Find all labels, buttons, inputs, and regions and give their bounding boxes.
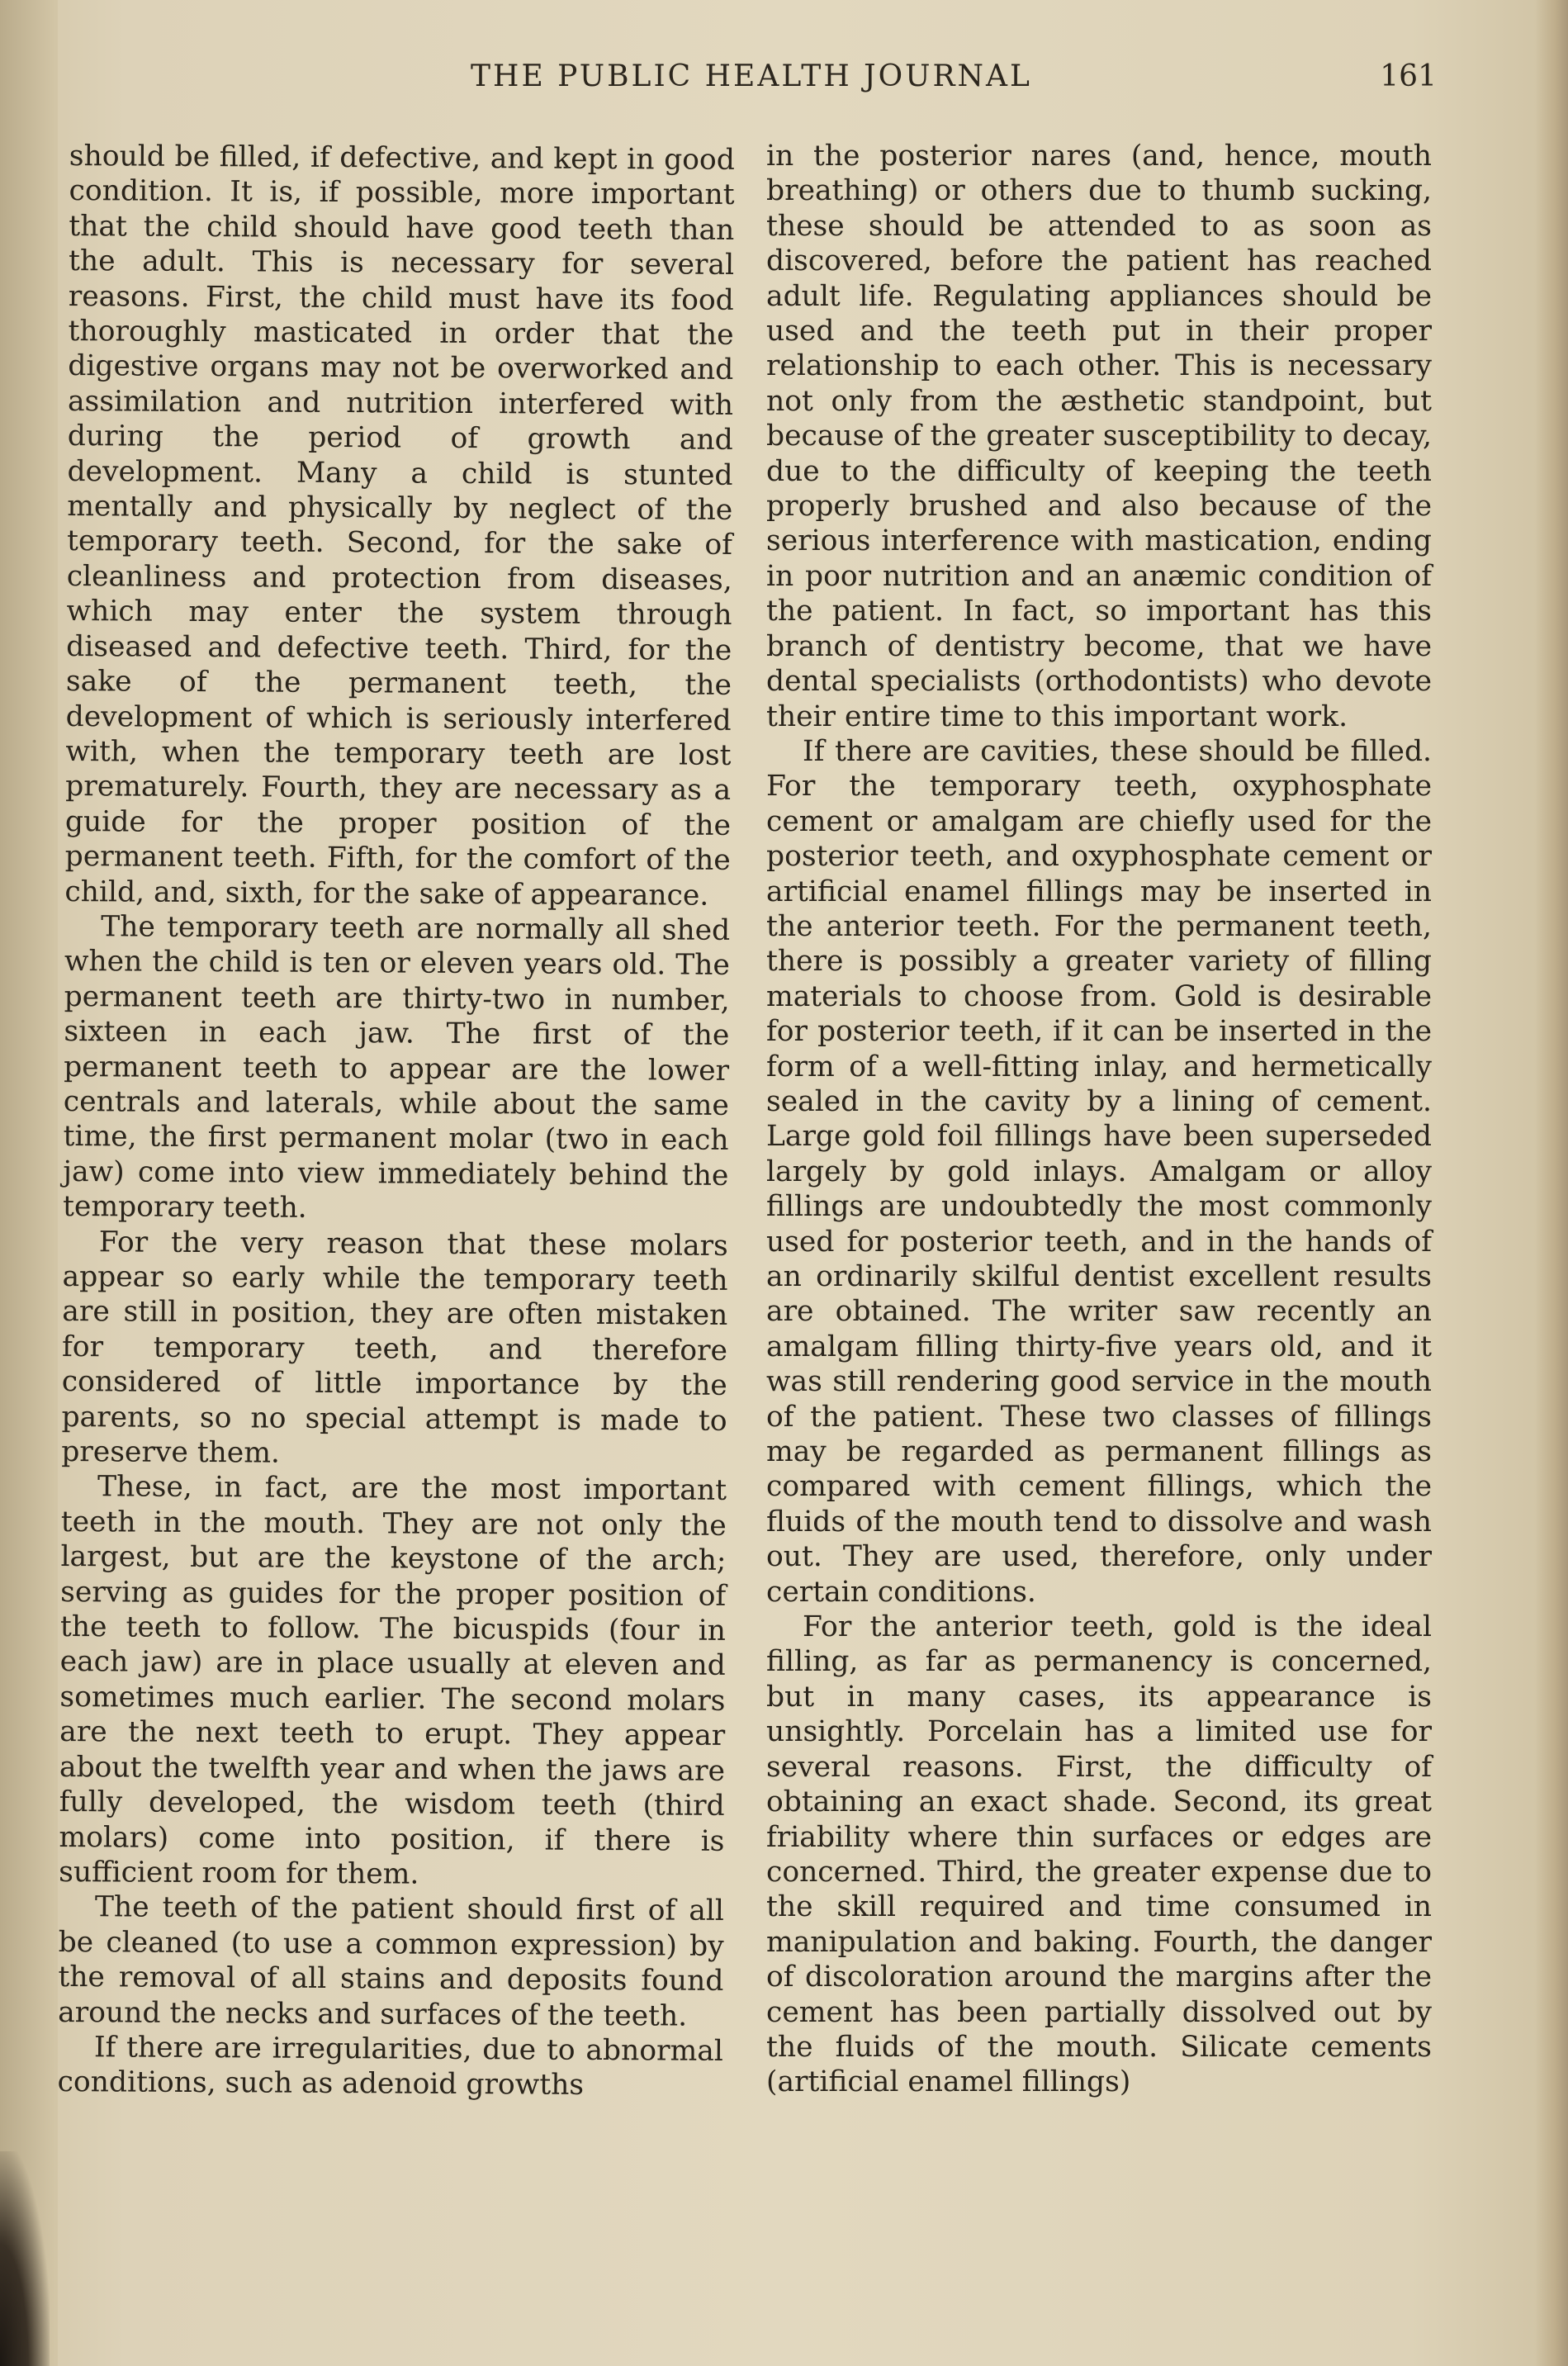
paragraph: should be filled, if defective, and kept in good condition. It is, if possible, more important that the child should have good teeth than the adult. This is necessary for several reasons. First, the child must have its food thoroughly masticated in order that the digestive organs may not be overworked and assimilation and nutrition interfered with during the period of growth and development. Many a child is stunted mentally and physically by neglect of the temporary teeth. Second, for the sake of cleanliness and protection from diseases, which may enter the system through diseased and defective teeth. Third, for the sake of the permanent teeth, the development of which is seriously interfered with, when the temporary teeth are lost prematurely. Fourth, they are necessary as a guide for the proper position of the permanent teeth. Fifth, for the comfort of the child, and, sixth, for the sake of appearance. [64,139,735,913]
page-number: 161 [1380,59,1437,93]
paragraph: For the anterior teeth, gold is the ideal filling, as far as permanency is concerned, but in many cases, its appearance is unsightly. Porcelain has a limited use for several reasons. First, the difficulty of obtaining an exact shade. Second, its great friability where thin surfaces or edges are concerned. Third, the greater expense due to the skill required and time consumed in manipulation and baking. Fourth, the danger of discoloration around the margins after the cement has been partially dissolved out by the fluids of the mouth. Silicate cements (artificial enamel fillings) [766,1610,1432,2099]
right-column [766,139,1432,2100]
paragraph: For the very reason that these molars appear so early while the temporary teeth are still in position, they are often mistaken for temporary teeth, and therefore considered of little importance by the parents, so no special attempt is made to preserve them. [61,1225,728,1470]
paragraph: in the posterior nares (and, hence, mouth breathing) or others due to thumb sucking, these should be attended to as soon as discovered, before the patient has reached adult life. Regulating appliances should be used and the teeth put in their proper relationship to each other. This is necessary not only from the æsthetic standpoint, but because of the greater susceptibility to decay, due to the difficulty of keeping the teeth properly brushed and also because of the serious interference with mastication, ending in poor nutrition and an anæmic condition of the patient. In fact, so important has this branch of dentistry become, that we have dental specialists (orthodontists) who devote their entire time to this important work. [766,140,1432,733]
paragraph: If there are cavities, these should be filled. For the temporary teeth, oxyphosphate cement or amalgam are chiefly used for the posterior teeth, and oxyphosphate cement or artificial enamel fillings may be inserted in the anterior teeth. For the permanent teeth, there is possibly a greater variety of filling materials to choose from. Gold is desirable for posterior teeth, if it can be inserted in the form of a well-fitting inlay, and hermetically sealed in the cavity by a lining of cement. Large gold foil fillings have been superseded largely by gold inlays. Amalgam or alloy fillings are undoubtedly the most commonly used for posterior teeth, and in the hands of an ordinarily skilful dentist excellent results are obtained. The writer saw recently an amalgam filling thirty-five years old, and it was still rendering good service in the mouth of the patient. These two classes of fillings may be regarded as permanent fillings as compared with cement fillings, which the fluids of the mouth tend to dissolve and wash out. They are used, therefore, only under certain conditions. [766,734,1432,1609]
left-column [57,139,734,2104]
paragraph: The temporary teeth are normally all shed when the child is ten or eleven years old. The permanent teeth are thirty-two in number, sixteen in each jaw. The first of the permanent teeth to appear are the lower centrals and laterals, while about the same time, the first permanent molar (two in each jaw) come into view immediately behind the temporary teeth. [62,910,731,1225]
page-edge [1535,0,1568,2366]
running-title: THE PUBLIC HEALTH JOURNAL [471,59,1032,93]
paragraph: If there are irregularities, due to abnormal conditions, such as adenoid growths [57,2031,723,2103]
page-corner-shadow [0,2151,50,2366]
running-header [66,59,1437,109]
page-gutter [0,0,58,2366]
paragraph: The teeth of the patient should first of all be cleaned (to use a common expression) by the removal of all stains and deposits found around the necks and surfaces of the teeth. [58,1890,725,2033]
paragraph: These, in fact, are the most important teeth in the mouth. They are not only the largest, but are the keystone of the arch; serving as guides for the proper position of the teeth to follow. The bicuspids (four in each jaw) are in place usually at eleven and sometimes much earlier. The second molars are the next teeth to erupt. They appear about the twelfth year and when the jaws are fully developed, the wisdom teeth (third molars) come into position, if there is sufficient room for them. [59,1470,727,1891]
